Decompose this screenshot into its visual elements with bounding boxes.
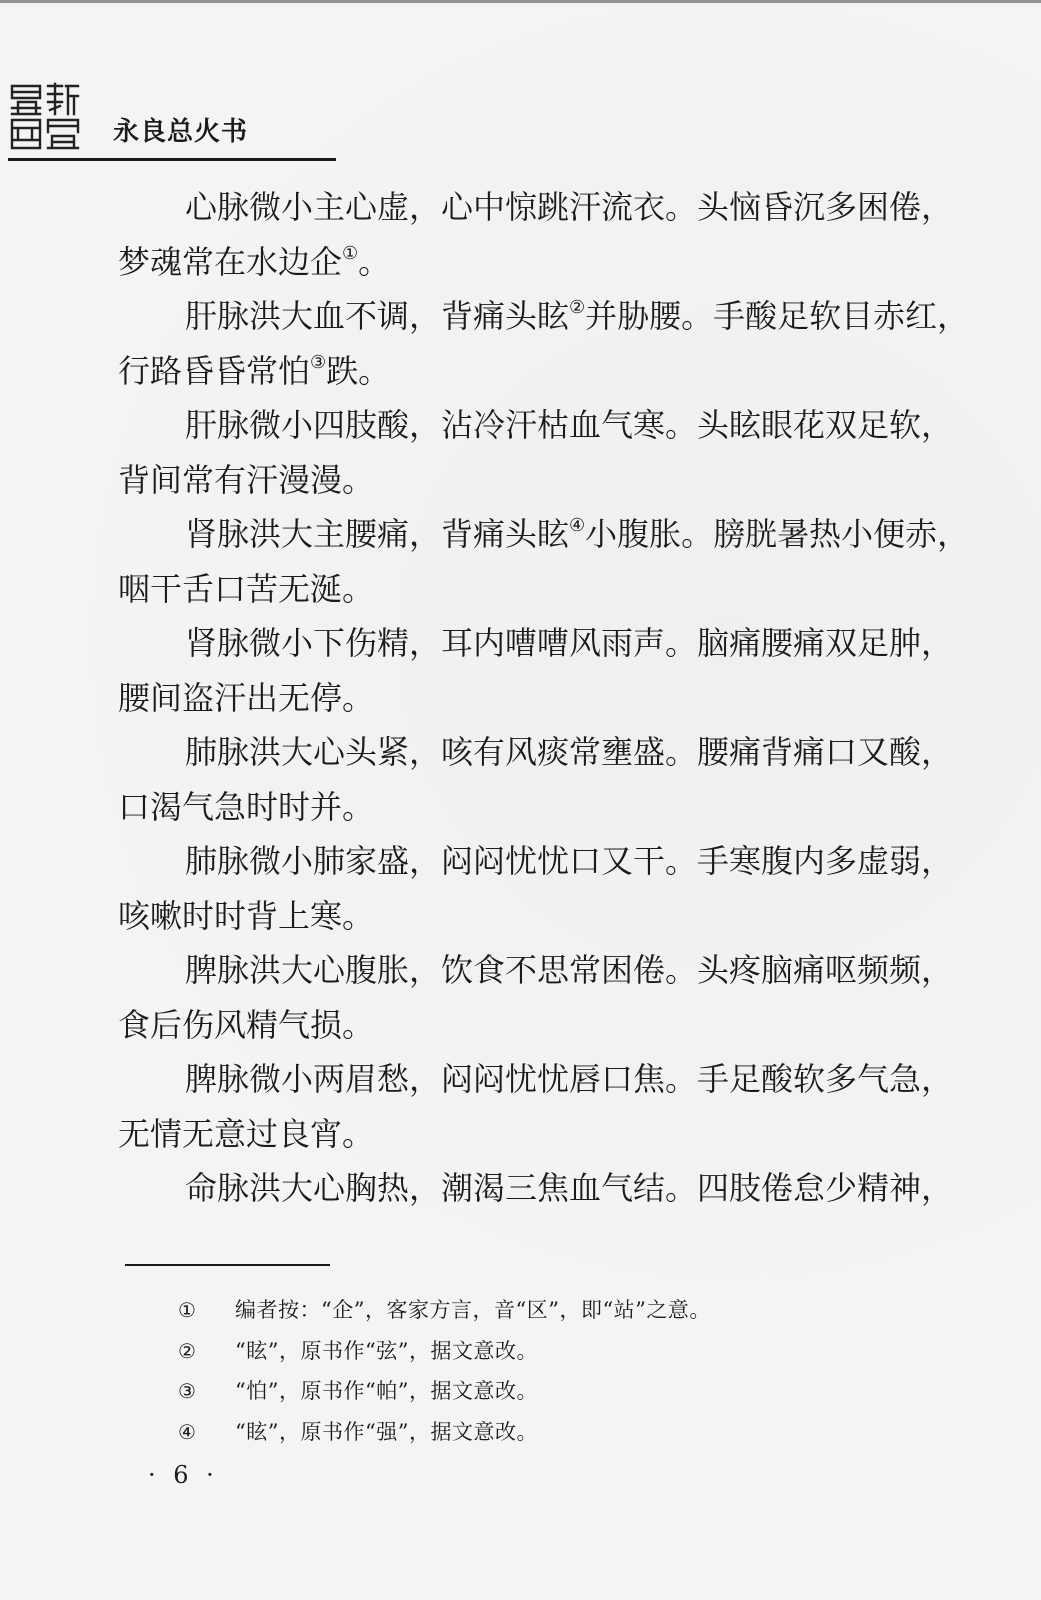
footnote-ref: ③ xyxy=(310,351,327,373)
footnote-rule xyxy=(125,1264,330,1266)
paragraph xyxy=(118,289,1023,398)
text-line: 脾脉微小两眉愁，闷闷忧忧唇口焦。手足酸软多气急， xyxy=(185,1060,954,1098)
footnote xyxy=(178,1412,978,1453)
text-line: 命脉洪大心胸热，潮渴三焦血气结。四肢倦怠少精神， xyxy=(185,1169,954,1207)
footnote-text: “眩”，原书作“强”，据文意改。 xyxy=(235,1420,538,1445)
paragraph xyxy=(118,834,1023,943)
text-line: 食后伤风精气损。 xyxy=(118,1005,375,1044)
paragraph xyxy=(118,1161,1023,1216)
book-title: 永良总火书 xyxy=(113,117,249,147)
text-line: 口渴气急时时并。 xyxy=(118,787,375,826)
text-line: 肾脉微小下伤精，耳内嘈嘈风雨声。脑痛腰痛双足肿， xyxy=(185,624,954,662)
paragraph xyxy=(118,398,1023,507)
text-line: 咳嗽时时背上寒。 xyxy=(118,896,375,935)
footnote-mark: ① xyxy=(178,1298,197,1322)
text-line: 肺脉洪大心头紧，咳有风痰常壅盛。腰痛背痛口又酸， xyxy=(185,733,954,771)
paragraph xyxy=(118,616,1023,725)
page-number: · 6 · xyxy=(148,1461,219,1489)
footnote xyxy=(178,1290,978,1331)
text-line: 肺脉微小肺家盛，闷闷忧忧口又干。手寒腹内多虚弱， xyxy=(185,842,954,880)
paragraph xyxy=(118,725,1023,834)
text-line: 咽干舌口苦无涎。 xyxy=(118,569,375,608)
text-line: 行路昏昏常怕③跌。 xyxy=(118,351,391,390)
footnote-text: “眩”，原书作“弦”，据文意改。 xyxy=(235,1338,538,1363)
text-line: 肝脉洪大血不调，背痛头眩②并胁腰。手酸足软目赤红， xyxy=(185,297,970,335)
footnote-mark: ② xyxy=(178,1338,197,1363)
paragraph xyxy=(118,943,1023,1052)
text-line: 肾脉洪大主腰痛，背痛头眩④小腹胀。膀胱暑热小便赤， xyxy=(185,515,970,553)
scan-edge xyxy=(0,0,1041,3)
body-text xyxy=(118,180,1023,1216)
footnotes xyxy=(178,1290,978,1453)
text-line: 背间常有汗漫漫。 xyxy=(118,460,375,499)
footnote-mark: ③ xyxy=(178,1379,197,1404)
footnote-text: “怕”，原书作“帕”，据文意改。 xyxy=(235,1379,538,1404)
text-line: 肝脉微小四肢酸，沾冷汗枯血气寒。头眩眼花双足软， xyxy=(185,406,954,444)
footnote-ref: ① xyxy=(342,242,359,264)
seal-logo-icon xyxy=(8,80,80,152)
text-line: 脾脉洪大心腹胀，饮食不思常困倦。头疼脑痛呕频频， xyxy=(185,951,954,989)
text-line: 心脉微小主心虚，心中惊跳汗流衣。头恼昏沉多困倦， xyxy=(185,188,954,226)
header-rule xyxy=(8,158,336,161)
footnote-text: 编者按：“企”，客家方言，音“区”，即“站”之意。 xyxy=(235,1298,711,1322)
paragraph xyxy=(118,180,1023,289)
footnote-ref: ④ xyxy=(569,515,586,536)
paragraph xyxy=(118,507,1023,616)
footnote xyxy=(178,1331,978,1372)
text-line: 梦魂常在水边企①。 xyxy=(118,242,391,281)
footnote xyxy=(178,1371,978,1412)
footnote-mark: ④ xyxy=(178,1420,197,1445)
text-line: 腰间盗汗出无停。 xyxy=(118,678,375,717)
paragraph xyxy=(118,1052,1023,1161)
footnote-ref: ② xyxy=(569,297,586,318)
text-line: 无情无意过良宵。 xyxy=(118,1114,375,1153)
